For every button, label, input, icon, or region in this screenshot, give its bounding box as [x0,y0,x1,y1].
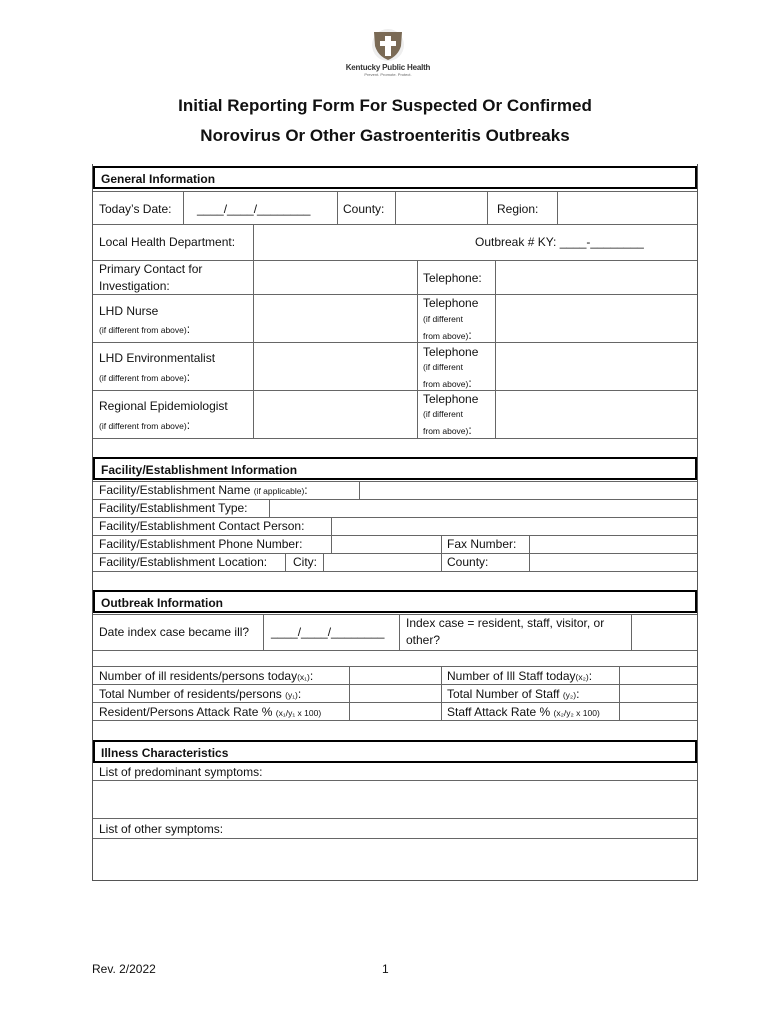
fax-number-label: Fax Number: [447,537,517,551]
lhd-environmentalist-label: LHD Environmentalist [99,351,216,365]
total-staff-sub: (y₂) [562,690,577,700]
facility-contact-label: Facility/Establishment Contact Person: [99,519,305,533]
nurse-telephone-label: Telephone [423,296,479,310]
region-label: Region: [497,202,539,216]
colon: : [468,423,472,437]
ill-residents-label: Number of ill residents/persons today [99,669,298,683]
page-title-line1: Initial Reporting Form For Suspected Or Confirmed [178,96,592,115]
env-tel-from-above: from above) [423,379,469,389]
env-telephone-label: Telephone [423,345,479,359]
facility-phone-label: Facility/Establishment Phone Number: [99,537,303,551]
kentucky-public-health-logo [338,28,438,86]
index-type-label-2: other? [406,633,441,647]
ill-staff-label: Number of Ill Staff today [447,669,576,683]
colon: : [468,328,472,342]
logo-brand: Kentucky Public Health [345,63,431,72]
facility-name-label: Facility/Establishment Name [99,483,251,497]
primary-telephone-label: Telephone: [423,271,482,285]
resident-attack-rate-label: Resident/Persons Attack Rate % [99,705,273,719]
total-staff-label: Total Number of Staff [447,687,560,701]
section-illness-heading: Illness Characteristics [93,740,697,763]
colon: : [588,669,593,683]
outbreak-number-label: Outbreak # KY: ____-________ [475,235,644,249]
staff-attack-rate-label: Staff Attack Rate % [447,705,551,719]
total-residents-sub: (y₁) [285,690,298,700]
facility-if-applicable: (if applicable) [253,486,305,496]
total-residents-label: Total Number of residents/persons [99,687,282,701]
env-if-different: (if different from above) [99,373,187,383]
other-symptoms-label: List of other symptoms: [99,822,224,836]
colon: : [186,370,191,384]
epi-tel-if-different: (if different [423,409,464,419]
nurse-if-different: (if different from above) [99,325,187,335]
predominant-symptoms-label: List of predominant symptoms: [99,765,263,779]
nurse-tel-if-different: (if different [423,314,464,324]
facility-county-label: County: [447,555,489,569]
index-date-field[interactable]: ____/____/________ [271,625,385,639]
epi-tel-from-above: from above) [423,426,469,436]
nurse-tel-from-above: from above) [423,331,469,341]
reporting-form [92,164,698,881]
facility-city-label: City: [293,555,317,569]
primary-contact-label-2: Investigation: [99,279,170,293]
revision-label: Rev. 2/2022 [92,962,156,976]
county-label: County: [343,202,385,216]
section-outbreak-heading: Outbreak Information [93,590,697,613]
facility-location-label: Facility/Establishment Location: [99,555,268,569]
shield-logo-icon [368,28,408,62]
primary-contact-label-1: Primary Contact for [99,262,203,276]
ill-staff-sub: (x₂) [575,672,589,682]
page-number: 1 [382,962,389,976]
ill-residents-sub: (x₁) [297,672,310,682]
colon: : [186,418,191,432]
todays-date-field[interactable]: ____/____/________ [197,202,311,216]
section-facility-heading: Facility/Establishment Information [93,457,697,480]
colon: : [576,687,580,701]
epi-telephone-label: Telephone [423,392,479,406]
epi-if-different: (if different from above) [99,421,187,431]
index-type-label-1: Index case = resident, staff, visitor, or [406,616,605,630]
resident-attack-rate-sub: (x₁/y₁ x 100) [275,708,322,718]
lhd-nurse-label: LHD Nurse [99,304,159,318]
staff-attack-rate-sub: (x₂/y₂ x 100) [553,708,600,718]
colon: : [309,669,314,683]
index-date-label: Date index case became ill? [99,625,250,639]
todays-date-label: Today’s Date: [99,202,172,216]
colon: : [304,483,308,497]
local-health-dept-label: Local Health Department: [99,235,236,249]
logo-tagline: Prevent. Promote. Protect. [364,72,412,77]
regional-epi-label: Regional Epidemiologist [99,399,228,413]
section-general-heading: General Information [93,166,697,189]
colon: : [186,322,191,336]
colon: : [297,687,302,701]
facility-type-label: Facility/Establishment Type: [99,501,248,515]
page-title-line2: Norovirus Or Other Gastroenteritis Outbreaks [200,126,570,145]
env-tel-if-different: (if different [423,362,464,372]
colon: : [468,376,472,390]
